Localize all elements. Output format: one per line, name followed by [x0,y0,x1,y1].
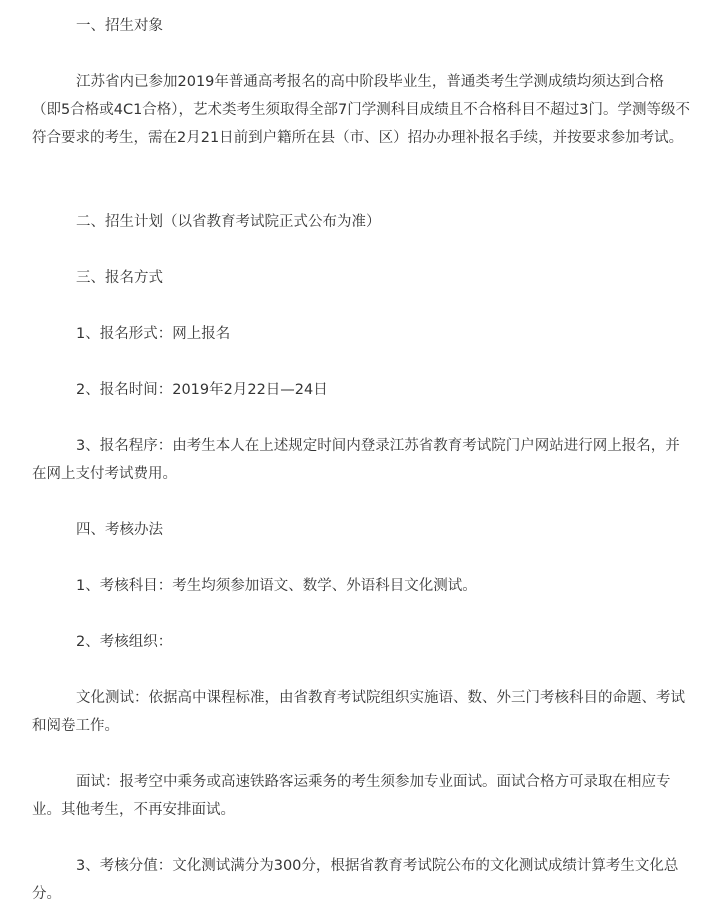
section-heading-assessment: 四、考核办法 [76,522,163,538]
section-heading-registration: 三、报名方式 [76,270,163,286]
paragraph-enrollment-target: 江苏省内已参加2019年普通高考报名的高中阶段毕业生，普通类考生学测成绩均须达到合格（即5合格或4C1合格），艺术类考生须取得全部7门学测科目成绩且不合格科目不超过3门。学测等级不符合要求的考生，需在2月21日前到户籍所在县（市、区）招办办理补报名手续，并按要求参加考试。 [32,74,690,146]
paragraph-registration-time: 2、报名时间：2019年2月22日—24日 [76,382,328,398]
section-heading-enrollment-target: 一、招生对象 [76,18,163,34]
paragraph-registration-form: 1、报名形式：网上报名 [76,326,231,342]
paragraph-assessment-organization: 2、考核组织： [76,634,173,650]
paragraph-registration-procedure: 3、报名程序：由考生本人在上述规定时间内登录江苏省教育考试院门户网站进行网上报名，并在网上支付考试费用。 [32,438,680,482]
paragraph-culture-test: 文化测试：依据高中课程标准，由省教育考试院组织实施语、数、外三门考核科目的命题、考试和阅卷工作。 [32,690,685,734]
paragraph-interview: 面试：报考空中乘务或高速铁路客运乘务的考生须参加专业面试。面试合格方可录取在相应专业。其他考生，不再安排面试。 [32,774,671,818]
paragraph-score-values: 3、考核分值：文化测试满分为300分，根据省教育考试院公布的文化测试成绩计算考生文化总分。 [32,858,679,902]
paragraph-assessment-subjects: 1、考核科目：考生均须参加语文、数学、外语科目文化测试。 [76,578,477,594]
section-heading-enrollment-plan: 二、招生计划（以省教育考试院正式公布为准） [76,214,381,230]
